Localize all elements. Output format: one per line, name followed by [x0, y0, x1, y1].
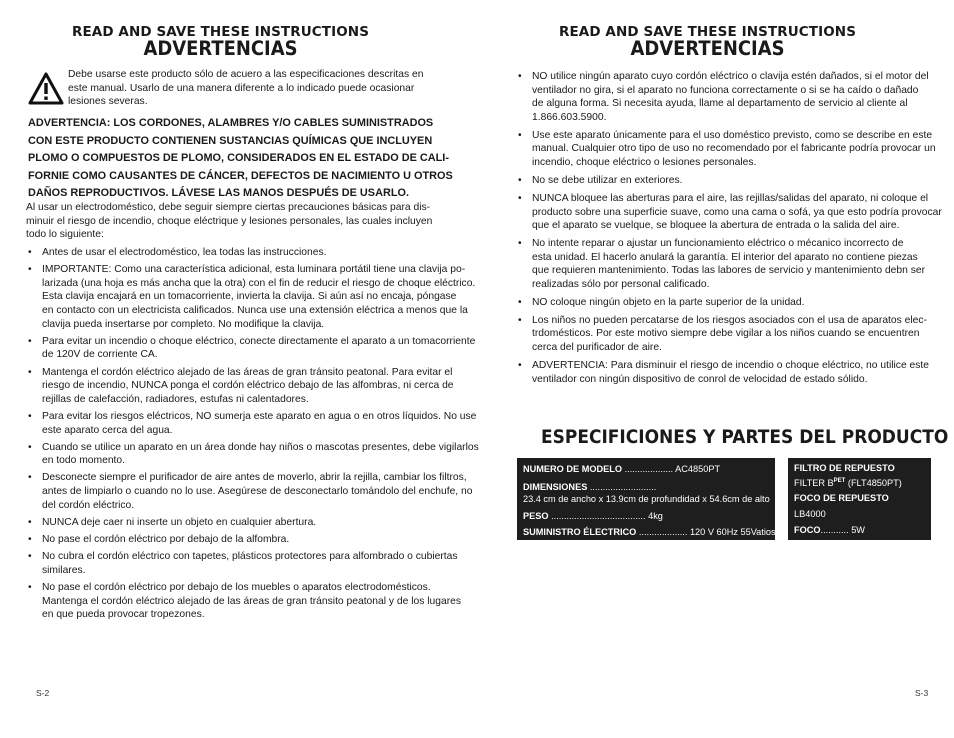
- bullet-line: No pase el cordón eléctrico por debajo de la alfombra.: [42, 534, 290, 546]
- bullet-dot: •: [518, 238, 522, 250]
- bullet-line: trdomésticos. Por este motivo siempre debe vigilar a los niños cuando se encuentren: [532, 328, 920, 340]
- spec-dimensions-dots: ..........................: [587, 482, 657, 492]
- spec-power-label: SUMINISTRO ÉLECTRICO: [523, 527, 637, 537]
- spec-bulb-label: [794, 492, 925, 504]
- bullet-line: No se debe utilizar en exteriores.: [532, 174, 683, 186]
- bullet-dot: •: [518, 314, 522, 326]
- spec-filter-value: [794, 475, 925, 489]
- warning-text: [68, 68, 468, 109]
- bullet-line: producto sobre una superficie suave, como una cama o sofá, ya que esto podría provocar: [532, 206, 942, 218]
- warning-line: este manual. Usarlo de una manera diferente a lo indicado puede ocasionar: [68, 82, 415, 94]
- spec-dimensions-value: 23.4 cm de ancho x 13.9cm de profundidad x 54.6cm de alto: [523, 494, 770, 504]
- bullet-line: ventilador no gira, si el aparato no funciona correctamente o si se ha caído o dañado: [532, 84, 919, 96]
- specs-box-parts: [788, 458, 931, 540]
- bullet-line: rejillas de calefacción, radiadores, estufas ni calentadores.: [42, 393, 309, 405]
- spec-model-label: NUMERO DE MODELO: [523, 464, 623, 474]
- bullet-line: NUNCA deje caer ni inserte un objeto en cualquier abertura.: [42, 516, 317, 528]
- bullet-line: ADVERTENCIA: Para disminuir el riesgo de incendio o choque eléctrico, no utilice este: [532, 360, 930, 372]
- right-header-small: READ AND SAVE THESE INSTRUCTIONS: [558, 24, 857, 40]
- bullet-dot: •: [518, 192, 522, 204]
- right-bullet-item: [518, 296, 938, 310]
- bullet-dot: •: [28, 410, 32, 422]
- bullet-line: clavija pueda insertarse por completo. No modifique la clavija.: [42, 318, 325, 330]
- intro-line: minuir el riesgo de incendio, choque eléctrique y lesiones personales, las cuales incluyen: [26, 215, 433, 227]
- right-bullet-item: [518, 192, 942, 233]
- bullet-dot: •: [28, 582, 32, 593]
- spec-model-dots: ...................: [622, 464, 674, 474]
- spec-power-dots: ...................: [636, 527, 688, 537]
- spec-weight-dots: .....................................: [548, 511, 646, 521]
- bullet-line: antes de limpiarlo o cuando no lo use. Asegúrese de desconectarlo tomándolo del enchufe, no: [42, 486, 473, 498]
- bullet-line: Cuando se utilice un aparato en un área donde hay niños o mascotas presentes, debe vigilarlos: [42, 441, 479, 453]
- warning-line: Debe usarse este producto sólo de acuero a las especificaciones descritas en: [68, 69, 424, 80]
- bullet-line: en que pueda provocar tropezones.: [42, 609, 205, 621]
- left-bullet-list: [28, 246, 479, 625]
- bullet-line: de alguna forma. Si necesita ayuda, llame al departamento de servicio al cliente al: [532, 98, 908, 110]
- spec-weight-label: PESO: [523, 511, 549, 521]
- spec-dimensions-label: DIMENSIONES: [523, 482, 588, 492]
- left-header-title: ADVERTENCIAS: [143, 37, 298, 60]
- right-bullet-item: [518, 359, 938, 386]
- right-bullet-item: [518, 237, 938, 291]
- bullet-line: Desconecte siempre el purificador de aire antes de moverlo, abrir la rejilla, cambiar los filtros,: [42, 472, 467, 484]
- bullet-line: realizadas sólo por personal calificado.: [532, 278, 710, 290]
- prop65-warning: [28, 115, 462, 203]
- bullet-line: Los niños no pueden percatarse de los riesgos asociados con el usa de aparatos elec-: [532, 314, 927, 326]
- bullet-line: Antes de usar el electrodoméstico, lea todas las instrucciones.: [42, 247, 327, 258]
- spec-bulb-label-text: FOCO DE REPUESTO: [794, 493, 889, 503]
- bullet-dot: •: [518, 174, 522, 186]
- left-bullet-item: [28, 410, 477, 437]
- bullet-line: riesgo de incendio, NUNCA ponga el cordón eléctrico debajo de las alfombras, ni cerca de: [42, 380, 454, 392]
- bullet-dot: •: [28, 551, 32, 563]
- bullet-line: incendio, choque eléctrico o lesiones personales.: [532, 156, 757, 168]
- bullet-line: Esta clavija encajará en un tomacorriente, invierta la clavija. Si aún así no encaja, póngase: [42, 291, 457, 303]
- spec-foco-label: FOCO: [794, 525, 821, 535]
- spec-foco-dots: ...........: [820, 525, 849, 535]
- left-bullet-item: [28, 471, 474, 512]
- right-bullet-item: [518, 174, 938, 188]
- bullet-dot: •: [28, 335, 32, 347]
- prop65-line: CON ESTE PRODUCTO CONTIENEN SUSTANCIAS QUÍMICAS QUE INCLUYEN: [28, 134, 433, 147]
- bullet-line: NO utilice ningún aparato cuyo cordón eléctrico o clavija estén dañados, si el motor del: [532, 71, 929, 82]
- bullet-line: Mantenga el cordón eléctrico alejado de las áreas de gran tránsito peatonal. Para evitar el: [42, 366, 453, 378]
- bullet-line: esta unidad. El hacerlo anulará la garantía. El interior del aparato no contiene piezas: [532, 251, 918, 263]
- specs-box-main: [517, 458, 775, 540]
- spec-filter-value-b: (FLT4850PT): [845, 478, 902, 489]
- bullet-line: del cordón eléctrico.: [42, 499, 135, 511]
- bullet-dot: •: [28, 516, 32, 528]
- bullet-line: en todo momento.: [42, 455, 125, 467]
- spec-power-value: 120 V 60Hz 55Vatios: [687, 527, 776, 537]
- warning-triangle-icon: [28, 72, 64, 105]
- bullet-line: Para evitar los riesgos eléctricos, NO sumerja este aparato en agua o en otros líquidos. No use: [42, 410, 477, 422]
- left-bullet-item: [28, 533, 474, 547]
- bullet-line: en contacto con un electricista calificados. Nunca use una extensión eléctrica a menos que la: [42, 304, 468, 316]
- bullet-dot: •: [518, 129, 522, 141]
- bullet-line: Mantenga el cordón eléctrico alejado de las áreas de gran tránsito peatonal y de los lugares: [42, 595, 462, 607]
- spec-foco: [794, 524, 925, 536]
- bullet-line: No pase el cordón eléctrico por debajo de los muebles o aparatos electrodomésticos.: [42, 582, 431, 593]
- specs-title: ESPECIFICIONES Y PARTES DEL PRODUCTO: [541, 427, 949, 448]
- right-bullet-list: [518, 70, 942, 391]
- prop65-line: FORNIE COMO CAUSANTES DE CÁNCER, DEFECTOS DE NACIMIENTO U OTROS: [28, 169, 453, 182]
- intro-paragraph: [26, 201, 471, 242]
- right-bullet-item: [518, 314, 938, 355]
- bullet-dot: •: [28, 472, 32, 484]
- spec-filter-label-text: FILTRO DE REPUESTO: [794, 463, 895, 473]
- left-bullet-item: [28, 246, 474, 260]
- bullet-line: este aparato cerca del agua.: [42, 424, 173, 436]
- bullet-line: de 120V de corriente CA.: [42, 349, 158, 361]
- spec-dimensions: [523, 481, 769, 493]
- right-header-title: ADVERTENCIAS: [630, 37, 785, 60]
- bullet-line: NUNCA bloquee las aberturas para el aire, las rejillas/salidas del aparato, ni coloque el: [532, 192, 929, 204]
- bullet-line: 1.866.603.5900.: [532, 111, 607, 123]
- bullet-line: manual. Cualquier otro tipo de uso no recomendado por el fabricante podría provocar un: [532, 143, 936, 155]
- right-bullet-item: [518, 70, 938, 124]
- right-bullet-item: [518, 129, 938, 170]
- bullet-line: No cubra el cordón eléctrico con tapetes, plásticos protectores para alfombrado o cubiertas: [42, 551, 458, 563]
- spec-bulb-value: LB4000: [794, 509, 826, 519]
- spec-foco-value: 5W: [848, 525, 865, 535]
- bullet-dot: •: [518, 71, 522, 82]
- spec-weight: [523, 510, 769, 522]
- right-page: [477, 0, 954, 738]
- bullet-dot: •: [518, 296, 522, 308]
- bullet-line: que el aparato se vuelque, se bloquee la abertura de entrada o la salida del aire.: [532, 220, 900, 232]
- bullet-dot: •: [28, 264, 32, 276]
- bullet-line: que requieren mantenimiento. Todas las labores de servicio y mantenimiento debn ser: [532, 265, 926, 277]
- left-bullet-item: [28, 516, 474, 530]
- page-number-left: S-2: [36, 688, 50, 698]
- spec-filter-value-a: FILTER B: [794, 478, 834, 489]
- left-bullet-item: [28, 581, 474, 622]
- prop65-line: DAÑOS REPRODUCTIVOS. LÁVESE LAS MANOS DESPUÉS DE USARLO.: [28, 187, 409, 200]
- prop65-line: ADVERTENCIA: LOS CORDONES, ALAMBRES Y/O CABLES SUMINISTRADOS: [28, 117, 434, 129]
- page-number-right: S-3: [915, 688, 929, 698]
- bullet-line: NO coloque ningún objeto en la parte superior de la unidad.: [532, 296, 805, 308]
- bullet-dot: •: [28, 534, 32, 546]
- bullet-line: cerca del purificador de aire.: [532, 342, 662, 354]
- left-bullet-item: [28, 441, 479, 468]
- spec-power: [523, 526, 776, 538]
- spec-weight-value: 4kg: [645, 511, 663, 521]
- bullet-line: larizada (una hoja es más ancha que la otra) con el fin de reducir el riesgo de choque eléctrico.: [42, 277, 476, 289]
- left-bullet-item: [28, 366, 474, 407]
- intro-line: todo lo siguiente:: [26, 229, 104, 241]
- intro-line: Al usar un electrodoméstico, debe seguir siempre ciertas precauciones básicas para dis-: [26, 202, 431, 213]
- bullet-dot: •: [28, 441, 32, 453]
- bullet-dot: •: [28, 247, 32, 258]
- bullet-line: IMPORTANTE: Como una característica adicional, esta luminara portátil tiene una clavija po-: [42, 264, 466, 276]
- spec-filter-label: [794, 462, 925, 474]
- spec-filter-value-sup: PET: [833, 478, 846, 484]
- bullet-dot: •: [28, 366, 32, 378]
- prop65-line: PLOMO O COMPUESTOS DE PLOMO, CONSIDERADOS EN EL ESTADO DE CALI-: [28, 152, 449, 165]
- bullet-dot: •: [518, 360, 522, 372]
- bullet-line: ventilador con ningún dispositivo de conrol de velocidad de estado sólido.: [532, 373, 868, 385]
- spec-model: [523, 463, 769, 475]
- left-bullet-item: [28, 335, 474, 362]
- bullet-line: similares.: [42, 564, 86, 576]
- bullet-line: Use este aparato únicamente para el uso doméstico previsto, como se describe en este: [532, 129, 933, 141]
- left-bullet-item: [28, 550, 474, 577]
- left-bullet-item: [28, 263, 474, 331]
- bullet-line: No intente reparar o ajustar un funcionamiento eléctrico o mécanico incorrecto de: [532, 238, 904, 250]
- left-header-small: READ AND SAVE THESE INSTRUCTIONS: [71, 24, 370, 40]
- spec-model-value: AC4850PT: [673, 464, 721, 474]
- bullet-line: Para evitar un incendio o choque eléctrico, conecte directamente el aparato a un tomacorriente: [42, 335, 476, 347]
- warning-line: lesiones severas.: [68, 96, 148, 108]
